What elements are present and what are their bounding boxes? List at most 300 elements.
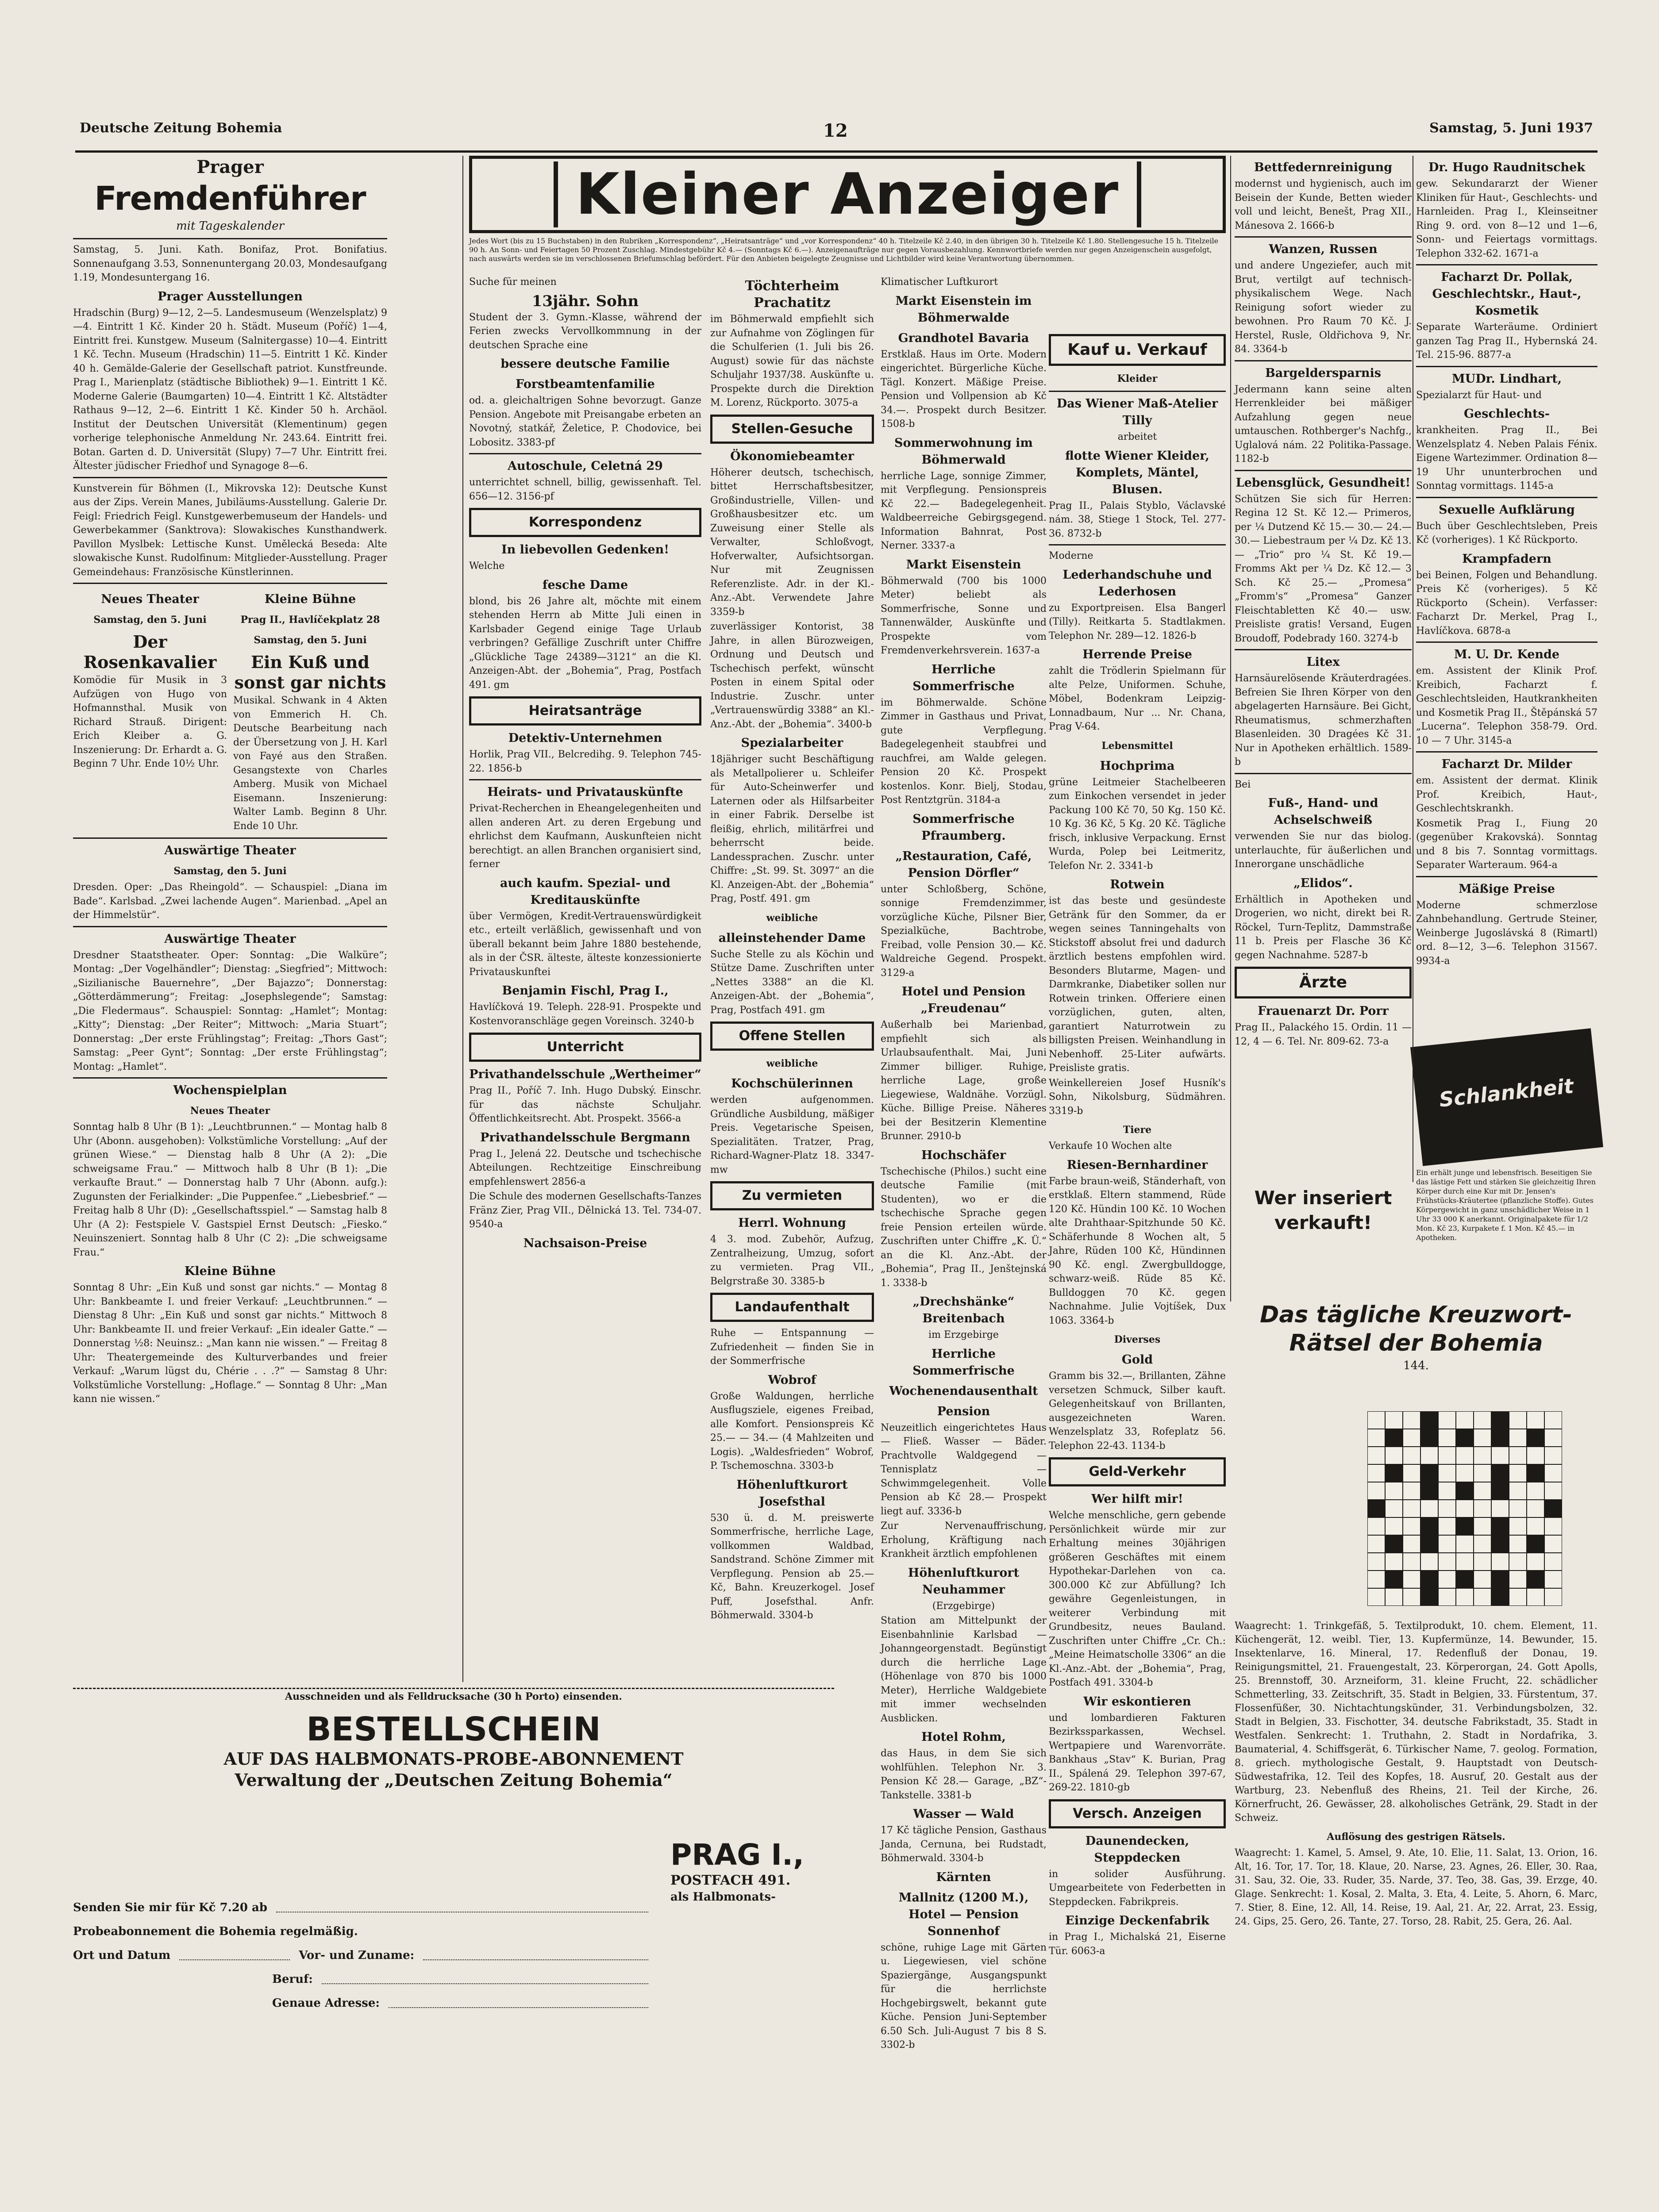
divider (1235, 360, 1412, 361)
crossword-cell (1527, 1482, 1544, 1500)
category-box: Landaufenthalt (710, 1293, 874, 1322)
ad-heading: Grandhotel Bavaria (898, 331, 1029, 345)
page-header (80, 120, 1593, 147)
heading: Auswärtige Theater (164, 932, 296, 946)
crossword-cell (1509, 1553, 1527, 1571)
ad-heading: Töchterheim Prachatitz (745, 278, 839, 311)
divider (1416, 751, 1597, 753)
category-box: Heiratsanträge (469, 696, 701, 726)
divider (73, 926, 387, 927)
crossword-cell (1544, 1535, 1562, 1553)
wer-inseriert-slogan (1235, 1186, 1412, 1279)
form-label: Senden Sie mir für Kč 7.20 ab (73, 1901, 268, 1914)
crossword-cell (1456, 1464, 1474, 1482)
crossword-cell (1385, 1517, 1403, 1535)
text: od. a. gleichaltrigen Sohne bevorzugt. Ganze Pension. Angebote mit Preisangabe erbeten an Novotný, statkář, Želetice, P. Chodovice, bei Lobositz. 3383-pf (469, 395, 701, 448)
ad-heading: Forstbeamtenfamilie (516, 377, 655, 391)
crossword-cell (1403, 1429, 1420, 1447)
ad-heading: Herrliche Sommerfrische (912, 662, 1015, 693)
crossword-cell (1438, 1411, 1456, 1429)
crossword-cell (1403, 1517, 1420, 1535)
text: Bei (1235, 779, 1251, 790)
crossword-cell (1438, 1571, 1456, 1588)
text: und lombardieren Fakturen Bezirkssparkassen, Wechsel. Wertpapiere und Warenvorräte. Bankhaus „Stav“ K. Burian, Prag II., Spálená 29. Telephon 397-67, 269-22. 1810-gb (1049, 1712, 1226, 1793)
text: 17 Kč tägliche Pension, Gasthaus Janda, Cernuna, bei Rudstadt, Böhmerwald. 3304-b (881, 1825, 1047, 1864)
art-exhibitions-text: Kunstverein für Böhmen (I., Mikrovska 12): Deutsche Kunst aus der Zips. Verein Manes, Jubiläums-Ausstellung. Galerie Dr. Feigl: Friedrich Feigl. Kunstgewerbemuseum der Handels- und Gewerbekammer (Sanktrova): Slowakisches Kunsthandwerk. Pavillon Myslbek: Lettische Kunst. Umělecká Beseda: Alte slowakische Kunst. Rudolfinum: Mitglieder-Ausstellung. Prager Gemeindehaus: Französische Künstlerinnen. (73, 483, 387, 578)
place-date-field[interactable] (179, 1943, 290, 1960)
crossword-cell (1367, 1571, 1385, 1588)
text: zu Exportpreisen. Elsa Bangerl (Tilly). Reitkarta 5. Stadtlakmen. Telephon Nr. 289—12. 1826-b (1049, 602, 1226, 641)
text: herrliche Lage, sonnige Zimmer, mit Verpflegung. Pensionspreis Kč 22.— Badegelegenheit. Waldbeerreiche Gebirgsgegend. Information Bahnrat, Post Nerner. 3337-a (881, 470, 1047, 551)
section-subtitle: mit Tageskalender (176, 219, 285, 233)
crossword-cell (1544, 1464, 1562, 1482)
ad-heading: alleinstehender Dame (718, 931, 866, 945)
text: Schützen Sie sich für Herren: Regina 12 St. Kč 12.— Primeros, per ¼ Dutzend Kč 15.— 30.— 24.— 30.— Liebestraum per ¼ Dz. Kč 13.— „Trio“ pro ¼ St. Kč 19.— Fromms Akt per ¼ Dz. Kč 12.— 3 Sch. Kč 25.— „Promesa“ „Fromm's“ „Promesa“ Ganzer Fleischtabletten Kč 40.— usw. Preisliste gratis! Versand, Eugen Broudoff, Podebrady 160. 3274-b (1235, 493, 1412, 644)
crossword-cell (1491, 1429, 1509, 1447)
crossword-cell (1544, 1588, 1562, 1606)
heading: Kleine Bühne (264, 592, 356, 606)
crossword-cell (1509, 1535, 1527, 1553)
kleiner-anzeiger-banner (469, 156, 1226, 233)
ad-heading: Kärnten (936, 1870, 991, 1884)
subheading: Tiere (1123, 1124, 1152, 1136)
crossword-cell (1509, 1429, 1527, 1447)
crossword-cell (1367, 1447, 1385, 1464)
ads-column-3a (710, 274, 874, 1681)
crossword-cell (1474, 1500, 1491, 1517)
ad-heading: Wer hilft mir! (1091, 1492, 1183, 1506)
category-box: Kauf u. Verkauf (1049, 334, 1226, 366)
ad-heading: Pension (937, 1404, 990, 1418)
crossword-cell (1491, 1517, 1509, 1535)
category-box: Korrespondenz (469, 508, 701, 537)
crossword-cell (1474, 1517, 1491, 1535)
ad-heading: Facharzt Dr. Milder (1441, 757, 1572, 771)
ad-heading: Höhenluftkurort Josefsthal (736, 1478, 848, 1509)
page-number: 12 (823, 120, 848, 141)
crossword-cell (1438, 1429, 1456, 1447)
crossword-cell (1385, 1571, 1403, 1588)
text: Verkaufe 10 Wochen alte (1049, 1141, 1172, 1152)
category-box: Unterricht (469, 1033, 701, 1062)
halbmonat-label: als Halbmonats- (670, 1890, 776, 1904)
text: grüne Leitmeier Stachelbeeren zum Einkochen versendet in jeder Packung 100 Kč 70, 50 Kg. 150 Kč. 10 Kg. 36 Kč, 5 Kg. 20 Kč. Tägliche frisch, inklusive Verpackung. Ernst Wurda, Polep bei Leitmeritz, Telefon Nr. 2. 3341-b (1049, 776, 1226, 872)
divider (1235, 649, 1412, 650)
ad-heading: bessere deutsche Familie (500, 357, 670, 371)
ad-heading: Sommerfrische Pfraumberg. (912, 812, 1015, 843)
text: Buch über Geschlechtsleben, Preis Kč (vorheriges). 1 Kč Rückporto. (1416, 520, 1597, 545)
solution-text: Waagrecht: 1. Kamel, 5. Amsel, 9. Ate, 10. Elie, 11. Salat, 13. Orion, 16. Alt, 16. Tor, 17. Tor, 18. Klaue, 20. Narse, 23. Agnes, 26. Eller, 30. Raa, 31. Sau, 32. Oie, 33. Ruder, 35. Narde, 37. Teo, 38. Gas, 39. Erzge, 40. Glage. Senkrecht: 1. Kosal, 2. Malta, 3. Eta, 4. Leite, 5. Ahorn, 6. Marc, 7. Stier, 8. Eine, 12. All, 14. Reise, 19. Aal, 21. Ar, 22. Arrat, 23. Essig, 24. Gips, 25. Gero, 26. Tante, 27. Torso, 28. Rabit, 25. Gera, 26. Aal. (1235, 1847, 1597, 1927)
text: schöne, ruhige Lage mit Gärten u. Liegewiesen, viel schöne Spaziergänge, Ausgangspunkt für die herrlichste Hochgebirgswelt, bekannt gute Küche. Pension Juni-September 6.50 Sch. Juli-August 7 bis 8 S. 3302-b (881, 1942, 1047, 2051)
text: Farbe braun-weiß, Ständerhaft, von erstklaß. Eltern stammend, Rüde 120 Kč. Hündin 100 Kč. 10 Wochen alte Drahthaar-Spitzhunde 50 Kč. Schäferhunde 8 Wochen alt, 5 Jahre, Rüden 100 Kč, Hündinnen 90 Kč. engl. Zwergbulldogge, schwarz-weiß. Rüde 85 Kč. Bulldoggen 70 Kč. gegen Nachnahme. Julie Vojtíšek, Dux 1063. 3364-b (1049, 1175, 1226, 1326)
crossword-cell (1456, 1500, 1474, 1517)
ads-column-3b (881, 274, 1047, 2051)
text: 530 ü. d. M. preiswerte Sommerfrische, herrliche Lage, vollkommen Waldbad, Sandstrand. Schöne Zimmer mit Verpflegung. Pension ab 25.— Kč, Bahn. Kreuzerkogel. Josef Puff, Josefsthal. Anfr. Böhmerwald. 3304-b (710, 1512, 874, 1621)
crossword-cell (1491, 1571, 1509, 1588)
date: Samstag, den 5. Juni (93, 614, 207, 626)
text: verwenden Sie nur das biolog. unterlauchte, für äußerlichen und Innerorgane unschädliche (1235, 831, 1412, 870)
text: in solider Ausführung. Umgearbeitete von Federbetten in Steppdecken. Fabrikpreis. (1049, 1868, 1226, 1908)
ad-heading: „Restauration, Café, Pension Dörfler“ (895, 849, 1032, 880)
crossword-cell (1456, 1571, 1474, 1588)
crossword-cell (1509, 1500, 1527, 1517)
crossword-cell (1474, 1429, 1491, 1447)
text: im Erzgebirge (928, 1329, 999, 1340)
crossword-cell (1456, 1517, 1474, 1535)
ad-heading: Frauenarzt Dr. Porr (1258, 1004, 1389, 1018)
text: Tschechische (Philos.) sucht eine deutsche Familie (mit Studenten), wo er die tschechische Sprache gegen freie Pension erteilen würde. Zuschriften unter Chiffre „K. Ü.“ an die Kl. Anz.-Abt. der „Bohemia“, Prag II., Jenštejnská 1. 3338-b (881, 1166, 1047, 1289)
text: Prag I., Jelená 22. Deutsche und tschechische Abteilungen. Rechtzeitige Einschreibung empfehlenswert 2856-a (469, 1148, 701, 1187)
crossword-cell (1385, 1464, 1403, 1482)
text: Erhältlich in Apotheken und Drogerien, wo nicht, direkt bei R. Röckel, Turn-Teplitz, Dammstraße 11 b. Preis per Flasche 36 Kč gegen Nachnahme. 5287-b (1235, 894, 1412, 961)
ad-heading: Herrl. Wohnung (738, 1216, 846, 1230)
ad-heading: Detektiv-Unternehmen (508, 731, 662, 745)
ad-heading: Nachsaison-Preise (523, 1236, 647, 1250)
ad-heading: Herrende Preise (1082, 648, 1192, 661)
crossword-clues (1235, 1619, 1597, 1928)
category-box: Geld-Verkehr (1049, 1457, 1226, 1486)
ad-heading: Höhenluftkurort Neuhammer (908, 1566, 1020, 1597)
crossword-cell (1491, 1482, 1509, 1500)
order-form-subtitle: AUF DAS HALBMONATS-PROBE-ABONNEMENT (223, 1749, 684, 1769)
heading: Neues Theater (101, 592, 199, 606)
crossword-cell (1367, 1482, 1385, 1500)
crossword-cell (1367, 1517, 1385, 1535)
text: Dresden. Oper: „Das Rheingold“. — Schauspiel: „Diana im Bade“. Karlsbad. „Zwei lachende Augen“. Marienbad. „Apel an der Himmelstür“. (73, 882, 387, 921)
text: Große Waldungen, herrliche Ausflugsziele, eigenes Freibad, alle Komfort. Pensionspreis Kč 25.— — 34.— (4 Mahlzeiten und Logis). „Waldesfrieden“ Wobrof, P. Tschemoschna. 3303-b (710, 1390, 874, 1471)
schlankheit-ad-text: Ein erhält junge und lebensfrisch. Beseitigen Sie das lästige Fett und stärken Sie gleichzeitig Ihren Körper durch eine Kur mit Dr. Jensen's Frühstücks-Kräutertee (pflanzliche Stoffe). Gutes Körpergewicht in ganz unschädlicher Weise in 1 Uhr 33 000 K anerkannt. Originalpakete für 1/2 Mon. Kč 23, Kurpakete f. 1 Mon. Kč 45.— in Apotheken. (1416, 1168, 1596, 1242)
crossword-cell (1491, 1447, 1509, 1464)
crossword-cell (1544, 1411, 1562, 1429)
text: Separate Warteräume. Ordiniert ganzen Tag Prag II., Hybernská 24. Tel. 215-96. 8877-a (1416, 322, 1597, 361)
text: Havlíčková 19. Teleph. 228-91. Prospekte und Kostenvoranschläge gegen Voreinsch. 3240-b (469, 1002, 701, 1027)
text: em. Assistent der dermat. Klinik Prof. Kreibich, Haut-, Geschlechtskrankh. (1416, 775, 1597, 814)
text: arbeitet (1117, 431, 1157, 442)
show-title: Ein Kuß und sonst gar nichts (234, 652, 386, 692)
text: werden aufgenommen. Gründliche Ausbildung, mäßiger Preis. Vegetarische Speisen, Spezialitäten. Tratzer, Prag, Richard-Wagner-Platz 18. 3347-mw (710, 1094, 874, 1175)
text: im Böhmerwalde. Schöne Zimmer in Gasthaus und Privat, gute Verpflegung. Badegelegenheit staubfrei und rauchfrei, am Walde gelegen. Pension 20 Kč. Prospekt kostenlos. Konr. Bielj, Stodau, Post Rentztgrün. 3184-a (881, 697, 1047, 806)
category-box: Stellen-Gesuche (710, 415, 874, 444)
crossword-cell (1509, 1447, 1527, 1464)
crossword-cell (1456, 1535, 1474, 1553)
ad-heading: Ökonomiebeamter (730, 449, 854, 463)
divider (1049, 391, 1226, 392)
crossword-cell (1491, 1464, 1509, 1482)
text: Prag II., Poříč 7. Inh. Hugo Dubský. Einschr. für das nächste Schuljahr. Öffentlichkeitsrecht. Abt. Prospekt. 3566-a (469, 1085, 701, 1124)
divider (469, 779, 701, 780)
category-box: Ärzte (1235, 967, 1412, 998)
crossword-cell (1544, 1482, 1562, 1500)
neues-theater (73, 588, 227, 834)
ad-heading: Krampfadern (1462, 552, 1551, 566)
crossword-cell (1456, 1411, 1474, 1429)
text: 4 3. mod. Zubehör, Aufzug, Zentralheizung, Umzug, sofort zu vermieten. Prag VII., Belgrstraße 30. 3385-b (710, 1234, 874, 1287)
crossword-cell (1527, 1500, 1544, 1517)
subheading: Lebensmittel (1101, 740, 1173, 752)
publisher-line: Verwaltung der „Deutschen Zeitung Bohemia“ (235, 1770, 673, 1790)
crossword-cell (1403, 1464, 1420, 1482)
postbox: POSTFACH 491. (670, 1873, 791, 1888)
crossword-cell (1474, 1553, 1491, 1571)
divider (1416, 876, 1597, 877)
text: bei Beinen, Folgen und Behandlung. Preis Kč (vorheriges). 5 Kč Rückporto (Schein). Verfasser: Facharzt Dr. Merkel, Prag I., Havlíčkova. 6878-a (1416, 569, 1597, 637)
heading: Prager Ausstellungen (158, 289, 303, 303)
occupation-field[interactable] (322, 1967, 648, 1984)
crossword-cell (1385, 1553, 1403, 1571)
ad-heading: Einzige Deckenfabrik (1065, 1914, 1209, 1928)
ad-heading: Markt Eisenstein (906, 557, 1021, 572)
address-field[interactable] (389, 1991, 648, 2008)
divider (73, 837, 387, 839)
text: und andere Ungeziefer, auch mit Brut, vertilgt auf technisch-physikalischem Wege. Nach Reinigung sofort wieder zu bewohnen. Pro Raum 70 Kč. J. Herstel, Rusle, Oldřichova 9, Nr. 84. 3364-b (1235, 260, 1412, 355)
kleine-buehne (233, 588, 387, 834)
slogan-line-1: Wer inseriert (1254, 1187, 1392, 1209)
ad-heading: Wochenendausenthalt (889, 1384, 1038, 1398)
crossword-cell (1385, 1500, 1403, 1517)
divider (73, 583, 387, 584)
crossword-cell (1544, 1553, 1562, 1571)
crossword-cell (1438, 1553, 1456, 1571)
crossword-cell (1420, 1517, 1438, 1535)
crossword-cell (1403, 1553, 1420, 1571)
text: Böhmerwald (700 bis 1000 Meter) beliebt als Sommerfrische, Sonne und Tannenwälder, Auskünfte und Prospekte vom Fremdenverkehrsverein. 1637-a (881, 575, 1047, 656)
text: Moderne (1049, 550, 1093, 561)
crossword-cell (1527, 1571, 1544, 1588)
form-line (73, 1920, 648, 1943)
crossword-cell (1420, 1553, 1438, 1571)
ad-heading: auch kaufm. Spezial- und Kreditauskünfte (500, 876, 671, 907)
ad-heading: Herrliche Sommerfrische (912, 1347, 1015, 1378)
schlankheit-ad-banner: Schlankheit (1410, 1028, 1603, 1166)
crossword-cell (1491, 1535, 1509, 1553)
text: Jedermann kann seine alten Herrenkleider bei mäßiger Aufzahlung gegen neue umtauschen. Rothberger's Nachfg., Uglalová nám. 22 Politika-Passage. 1182-b (1235, 384, 1412, 465)
divider (73, 1077, 387, 1079)
crossword-cell (1420, 1500, 1438, 1517)
ad-heading: Heirats- und Privatauskünfte (487, 785, 683, 799)
crossword-cell (1456, 1553, 1474, 1571)
order-form-fields (73, 1896, 648, 2015)
text: Höherer deutsch, tschechisch, bittet Herrschaftsbesitzer, Großindustrielle, Villen- und Großhausbesitzer etc. um Zuweisung einer Stelle als Verwalter, Schloßvogt, Hofverwalter, Aufsichtsorgan. Nur mit Zeugnissen Referenzliste. Adr. in der Kl.-Anz.-Abt. Verwendete Jahre 3359-b (710, 467, 874, 618)
crossword-cell (1385, 1429, 1403, 1447)
text: Harnsäurelösende Kräuterdragées. Befreien Sie Ihren Körper von den abgelagerten Harnsäure. Bei Gicht, Rheumatismus, schmerzhaften Blasenleiden. 30 Dragées Kč 31. Nur in Apotheken erhältlich. 1589-b (1235, 673, 1412, 768)
solution-heading: Auflösung des gestrigen Rätsels. (1327, 1831, 1505, 1843)
crossword-cell (1509, 1482, 1527, 1500)
crossword-cell (1474, 1482, 1491, 1500)
text: unter Schloßberg, Schöne, sonnige Fremdenzimmer, vorzügliche Küche, Pilsner Bier, Spezialküche, Bachtrobe, Freibad, volle Pension 30.— Kč. Waldreiche Gegend. Prospekt. 3129-a (881, 883, 1047, 979)
ad-heading: Rotwein (1110, 878, 1165, 891)
crossword-cell (1527, 1447, 1544, 1464)
divider (1416, 641, 1597, 643)
subheading: Kleider (1117, 373, 1158, 384)
text: zuverlässiger Kontorist, 38 Jahre, in allen Bürozweigen, Ordnung und Deutsch und Tschechisch perfekt, wünscht Posten in einem Spital oder Industrie. Zuschr. unter „Vertrauenswürdig 3388“ an Kl.-Anz.-Abt. der „Bohemia“. 3400-b (710, 621, 874, 730)
crossword-cell (1491, 1553, 1509, 1571)
name-field[interactable] (423, 1943, 648, 1960)
text: modernst und hygienisch, auch im Beisein der Kunde, Betten wieder voll und leicht, Benešt, Prag XII., Mánesova 2. 1666-b (1235, 178, 1412, 231)
form-line (73, 1943, 648, 1967)
text: ist das beste und gesündeste Getränk für den Sommer, da er wegen seines Tanningehalts von Stickstoff absolut frei und dadurch ärztlich bestens empfohlen wird. Besonders Blutarme, Magen- und Darmkranke, Diabetiker sollen nur Rotwein trinken. Offeriere einen vorzüglichen, guten, alten, garantiert Naturrotwein zu billigsten Preisen. Weinhandlung in Nebenhoff. 25-Liter aufwärts. Preisliste gratis. (1049, 895, 1226, 1074)
text: krankheiten. Prag II., Bei Wenzelsplatz 4. Neben Palais Fénix. Eigene Wartezimmer. Ordination 8—19 Uhr ununterbrochen und Sonntag vormittags. 1145-a (1416, 425, 1597, 492)
ads-column-6 (1416, 156, 1597, 1036)
crossword-cell (1367, 1500, 1385, 1517)
calendar-text: Samstag, 5. Juni. Kath. Bonifaz, Prot. Bonifatius. Sonnenaufgang 3.53, Sonnenuntergang 20.03, Mondesaufgang 1.19, Mondesuntergang 16. (73, 244, 387, 283)
subheading: weibliche (766, 912, 818, 924)
ad-heading: Hotel Rohm, (921, 1730, 1006, 1744)
crossword-cell (1420, 1588, 1438, 1606)
ad-heading: Gold (1121, 1353, 1153, 1367)
crossword-cell (1438, 1482, 1456, 1500)
crossword-cell (1367, 1535, 1385, 1553)
ad-heading: Bargeldersparnis (1265, 366, 1382, 380)
form-line (73, 1991, 648, 2015)
exhibitions-text: Hradschin (Burg) 9—12, 2—5. Landesmuseum (Wenzelsplatz) 9—4. Eintritt 1 Kč. Kinder 20 h. Städt. Museum (Poříč) 1—4, Eintritt frei. Kunstgew. Museum (Salnitergasse) 10—4. Eintritt 1 Kč. Techn. Museum (Hradschin) 11—5. Eintritt 1 Kč. Kinder 40 h. Gemälde-Galerie der Gesellschaft patriot. Kunstfreunde. Prag I., Marienplatz (städtische Bibliothek) 9—1. Eintritt 1 Kč. Moderne Galerie (Baumgarten) 10—4. Eintritt 1 Kč. Altstädter Rathaus 9—12, 2—6. Eintritt 1 Kč. Kinder 50 h. Archäol. Institut der Deutschen Universität (Klementinum) gegen vorherige telephonische Anmeldung Nr. 243.64. Eintritt frei. Botan. Garten d. D. Universität (Slupy) 7—7 Uhr. Eintritt frei. Ältester jüdischer Friedhof und Synagoge 8—6. (73, 307, 387, 472)
crossword-cell (1385, 1535, 1403, 1553)
ad-heading: flotte Wiener Kleider, Komplets, Mäntel, Blusen. (1065, 449, 1209, 496)
address: Prag II., Havlíčekplatz 28 (240, 614, 380, 626)
crossword-cell (1438, 1447, 1456, 1464)
crossword-cell (1491, 1500, 1509, 1517)
ad-heading: Dr. Hugo Raudnitschek (1428, 161, 1585, 174)
text: Spezialarzt für Haut- und (1416, 389, 1542, 401)
header-rule (75, 150, 1597, 153)
form-label: Genaue Adresse: (272, 1997, 380, 2010)
crossword-cell (1438, 1500, 1456, 1517)
text: im Böhmerwald empfiehlt sich zur Aufnahme von Zöglingen für die Schulferien (1. Juli bis 26. August) sowie für das nächste Schuljahr 1937/38. Auskünfte u. Prospekte durch die Direktion M. Lorenz, Rückporto. 3075-a (710, 314, 874, 408)
text: Sonntag 8 Uhr: „Ein Kuß und sonst gar nichts.“ — Montag 8 Uhr: Bankbeamte I. und freier Verkauf: „Leuchtbrunnen.“ — Dienstag 8 Uhr: „Ein Kuß und sonst gar nichts.“ Mittwoch 8 Uhr: Bankbeamte II. und freier Verkauf: „Ein idealer Gatte.“ — Donnerstag ½8: Neuinsz.: „Man kann nie wissen.“ — Freitag 8 Uhr: Theatergemeinde des Kulturverbandes und freier Verkauf: „Warum lügst du, Chérie . . .?“ — Samstag 8 Uhr: Volkstümliche Vorstellung: „Hoflage.“ — Sonntag 8 Uhr: „Man kann nie wissen.“ (73, 1282, 387, 1405)
crossword-cell (1527, 1517, 1544, 1535)
masthead: Deutsche Zeitung Bohemia (80, 120, 282, 136)
text: blond, bis 26 Jahre alt, möchte mit einem stehenden Herrn ab Mitte Juli einen in Karlsbader Gegend einige Tage Urlaub verbringen? Gefällige Zuschrift unter Chiffre „Glückliche Tage 24389—3121“ an die Kl. Anzeigen-Abt. der „Bohemia“, Prag, Postfach 491. gm (469, 595, 701, 691)
crossword-cell (1527, 1553, 1544, 1571)
crossword-cell (1438, 1535, 1456, 1553)
issue-date: Samstag, 5. Juni 1937 (1429, 120, 1593, 136)
crossword-cell (1420, 1482, 1438, 1500)
crossword-cell (1420, 1535, 1438, 1553)
text: Neuzeitlich eingerichtetes Haus — Fließ. Wasser — Bäder. Prachtvolle Waldgegend — Tennisplatz — Schwimmgelegenheit. Volle Pension ab Kč 28.— Prospekt liegt auf. 3336-b (881, 1422, 1047, 1517)
crossword-cell (1367, 1411, 1385, 1429)
order-form (73, 1688, 834, 2130)
column-rule (462, 156, 463, 1682)
form-line (73, 1896, 648, 1920)
text: Weinkellereien Josef Husník's Sohn, Nikolsburg, Südmähren. 3319-b (1049, 1077, 1226, 1117)
ad-heading: Bettfedernreinigung (1254, 161, 1393, 174)
text: Privat-Recherchen in Eheangelegenheiten und allen anderen Art. zu deren Ergebung und ehrlichst dem Kaufmann, Auskunfteien nicht berechtigt. an allen Branchen organisiert sind, ferner (469, 803, 701, 870)
text: (Erzgebirge) (932, 1600, 995, 1612)
crossword-cell (1420, 1464, 1438, 1482)
crossword-cell (1544, 1500, 1562, 1517)
text: zahlt die Trödlerin Spielmann für alte Pelze, Uniformen. Schuhe, Möbel, Bodenkram Leipzig-Lonnadbaum, Nur ... Nr. Chana, Prag V-64. (1049, 665, 1226, 732)
date: Samstag, den 5. Juni (254, 634, 367, 646)
crossword-cell (1367, 1588, 1385, 1606)
banner-title: Kleiner Anzeiger (554, 161, 1141, 227)
ad-heading: Spezialarbeiter (741, 736, 843, 750)
clues-text: Waagrecht: 1. Trinkgefäß, 5. Textilprodukt, 10. chem. Element, 11. Küchengerät, 12. weibl. Tier, 13. Kupfermünze, 14. Bewunder, 15. Insektenlarve, 16. Mineral, 17. Redenfluß der Donau, 19. Reinigungsmittel, 21. Frauengestalt, 23. Körperorgan, 24. Gott Apolls, 25. Brennstoff, 30. Arzneiform, 31. kleine Frucht, 22. schädlicher Schmetterling, 33. Zeitschrift, 35. Stadt in Belgien, 33. Fürstentum, 37. Flossenfüßer, 30. Nichtachtungskünder, 31. Verbindungsbolzen, 32. Stadt in Belgien, 33. Fischotter, 34. deutsche Fabrikstadt, 35. Stadt in Westfalen. Senkrecht: 1. Truthahn, 2. Stadt in Nordafrika, 3. Baumaterial, 4. Schiffsgerät, 6. Türkischer Name, 7. geolog. Formation, 8. griech. mythologische Gestalt, 9. Hauptstadt von Deutsch-Südwestafrika, 12. Teil des Kopfes, 18. Ausruf, 20. Gestalt aus der Wartburg, 23. Nebenfluß des Rheins, 21. Teil der Kirche, 26. Körnerfrucht, 26. Gewässer, 28. alkoholisches Getränk, 29. Stadt in der Schweiz. (1235, 1621, 1597, 1824)
crossword-cell (1527, 1429, 1544, 1447)
text: Erstklaß. Haus im Orte. Modern eingerichtet. Bürgerliche Küche. Tägl. Konzert. Mäßige Preise. Pension und Vollpension ab Kč 34.—. Prospekt durch Besitzer. 1508-b (881, 349, 1047, 430)
ad-heading: Hotel und Pension „Freudenau“ (901, 985, 1026, 1015)
ad-heading: Lebensglück, Gesundheit! (1236, 476, 1411, 490)
ads-column-5 (1235, 156, 1412, 1182)
ad-heading: Wobrof (768, 1373, 816, 1387)
crossword-cell (1544, 1571, 1562, 1588)
ad-heading: Autoschule, Celetná 29 (508, 459, 663, 473)
ad-heading: Privathandelsschule Bergmann (480, 1130, 690, 1144)
text: Außerhalb bei Marienbad, empfiehlt sich als Urlaubsaufenthalt. Mai, Juni Zimmer billiger. Ruhige, herrliche Lage, große Liegewiese, Waldnähe. Vorzügl. Küche. Billige Preise. Näheres bei der Besitzerin Klementine Brunner. 2910-b (881, 1019, 1047, 1142)
crossword-cell (1527, 1411, 1544, 1429)
crossword-cell (1385, 1411, 1403, 1429)
crossword-cell (1385, 1588, 1403, 1606)
ad-heading: M. U. Dr. Kende (1454, 648, 1560, 661)
ad-heading: Wanzen, Russen (1269, 242, 1378, 256)
crossword-cell (1474, 1411, 1491, 1429)
crossword-cell (1491, 1411, 1509, 1429)
text: Klimatischer Luftkurort (881, 276, 998, 288)
ad-heading: Privathandelsschule „Wertheimer“ (469, 1068, 701, 1081)
crossword-cell (1456, 1447, 1474, 1464)
crossword-cell (1385, 1447, 1403, 1464)
divider (1049, 544, 1226, 545)
crossword-cell (1367, 1429, 1385, 1447)
text: Moderne schmerzlose Zahnbehandlung. Gertrude Steiner, Weinberge Jugoslávská 8 (Rimartl) ord. 8—12, 3—6. Telephon 31567. 9934-a (1416, 899, 1597, 967)
subheading: Neues Theater (190, 1105, 270, 1117)
crossword-cell (1491, 1588, 1509, 1606)
text: Suche Stelle zu als Köchin und Stütze Dame. Zuschriften unter „Nettes 3388“ an die Kl. Anzeigen-Abt. der „Bohemia“, Prag, Postfach 491. gm (710, 949, 874, 1016)
ad-heading: „Drechshänke“ Breitenbach (912, 1295, 1015, 1325)
show-title: Der Rosenkavalier (83, 632, 217, 672)
subheading: weibliche (766, 1058, 818, 1069)
show-text: Komödie für Musik in 3 Aufzügen von Hugo von Hofmannsthal. Musik von Richard Strauß. Dirigent: Erich Kleiber a. G. Inszenierung: Dr. Erhardt a. G. Beginn 7 Uhr. Ende 10½ Uhr. (73, 675, 227, 769)
crossword-cell (1438, 1588, 1456, 1606)
ad-heading: Fuß-, Hand- und Achselschweiß (1268, 796, 1378, 827)
crossword-title: Das tägliche Kreuzwort- (1260, 1302, 1572, 1328)
heading: Auswärtige Theater (164, 844, 296, 857)
crossword-cell (1474, 1447, 1491, 1464)
category-box: Offene Stellen (710, 1022, 874, 1051)
order-form-title: BESTELLSCHEIN (306, 1710, 601, 1748)
crossword-cell (1456, 1482, 1474, 1500)
crossword-cell (1509, 1411, 1527, 1429)
section-title: Fremdenführer (94, 180, 366, 218)
crossword-cell (1403, 1588, 1420, 1606)
crossword-cell (1403, 1482, 1420, 1500)
text: gew. Sekundararzt der Wiener Kliniken für Haut-, Geschlechts- und Harnleiden. Prag I., Kleinseitner Ring 9. ord. von 8—12 und 1—6, Sonn- und Feiertags vormittags. Telephon 332-62. 1671-a (1416, 178, 1597, 259)
category-box: Zu vermieten (710, 1181, 874, 1210)
form-label: Beruf: (272, 1973, 313, 1986)
text: Prag II., Palackého 15. Ordin. 11 — 12, 4 — 6. Tel. Nr. 809-62. 73-a (1235, 1022, 1412, 1047)
crossword-cell (1367, 1464, 1385, 1482)
crossword-cell (1456, 1429, 1474, 1447)
crossword-cell (1403, 1411, 1420, 1429)
crossword-grid (1367, 1411, 1562, 1606)
form-line (73, 1967, 648, 1991)
crossword-cell (1474, 1588, 1491, 1606)
crossword-number: 144. (1403, 1359, 1429, 1372)
subheading: Diverses (1114, 1334, 1161, 1345)
crossword-cell (1474, 1571, 1491, 1588)
ad-heading: Riesen-Bernhardiner (1066, 1158, 1208, 1172)
crossword-cell (1527, 1535, 1544, 1553)
crossword-cell (1403, 1500, 1420, 1517)
text: Station am Mittelpunkt der Eisenbahnlinie Karlsbad — Johanngeorgenstadt. Begünstigt durch die herrliche Lage (Höhenlage von 870 bis 1000 Meter), Herrliche Waldgebiete mit immer wechselnden Ausblicken. (881, 1615, 1047, 1724)
form-label: Ort und Datum (73, 1949, 171, 1962)
divider (1416, 366, 1597, 367)
ad-heading: Facharzt Dr. Pollak, Geschlechtskr., Haut-, Kosmetik (1432, 270, 1582, 318)
text: 18jähriger sucht Beschäftigung als Metallpolierer u. Schleifer für Auto-Scheinwerfer und Laternen oder als Hilfsarbeiter in einer Fabrik. Derselbe ist fleißig, ehrlich, militärfrei und beherrscht beide. Landessprachen. Zuschr. unter Chiffre: „St. 99. St. 3097“ an die Kl. Anzeigen-Abt. der „Bohemia“ Prag, Postf. 491. gm (710, 754, 874, 904)
text: Welche (469, 561, 505, 572)
text: über Vermögen, Kredit-Vertrauenswürdigkeit etc., erteilt verläßlich, gewissenhaft und von überall bekannt beim Jahre 1880 bestehende, als in der ČSR. älteste, älteste konzessionierte Privatauskunftei (469, 910, 701, 978)
ad-heading: Kochschülerinnen (731, 1077, 853, 1091)
date-field[interactable] (276, 1896, 648, 1912)
text: Horlik, Prag VII., Belcredihg. 9. Telephon 745-22. 1856-b (469, 749, 701, 774)
